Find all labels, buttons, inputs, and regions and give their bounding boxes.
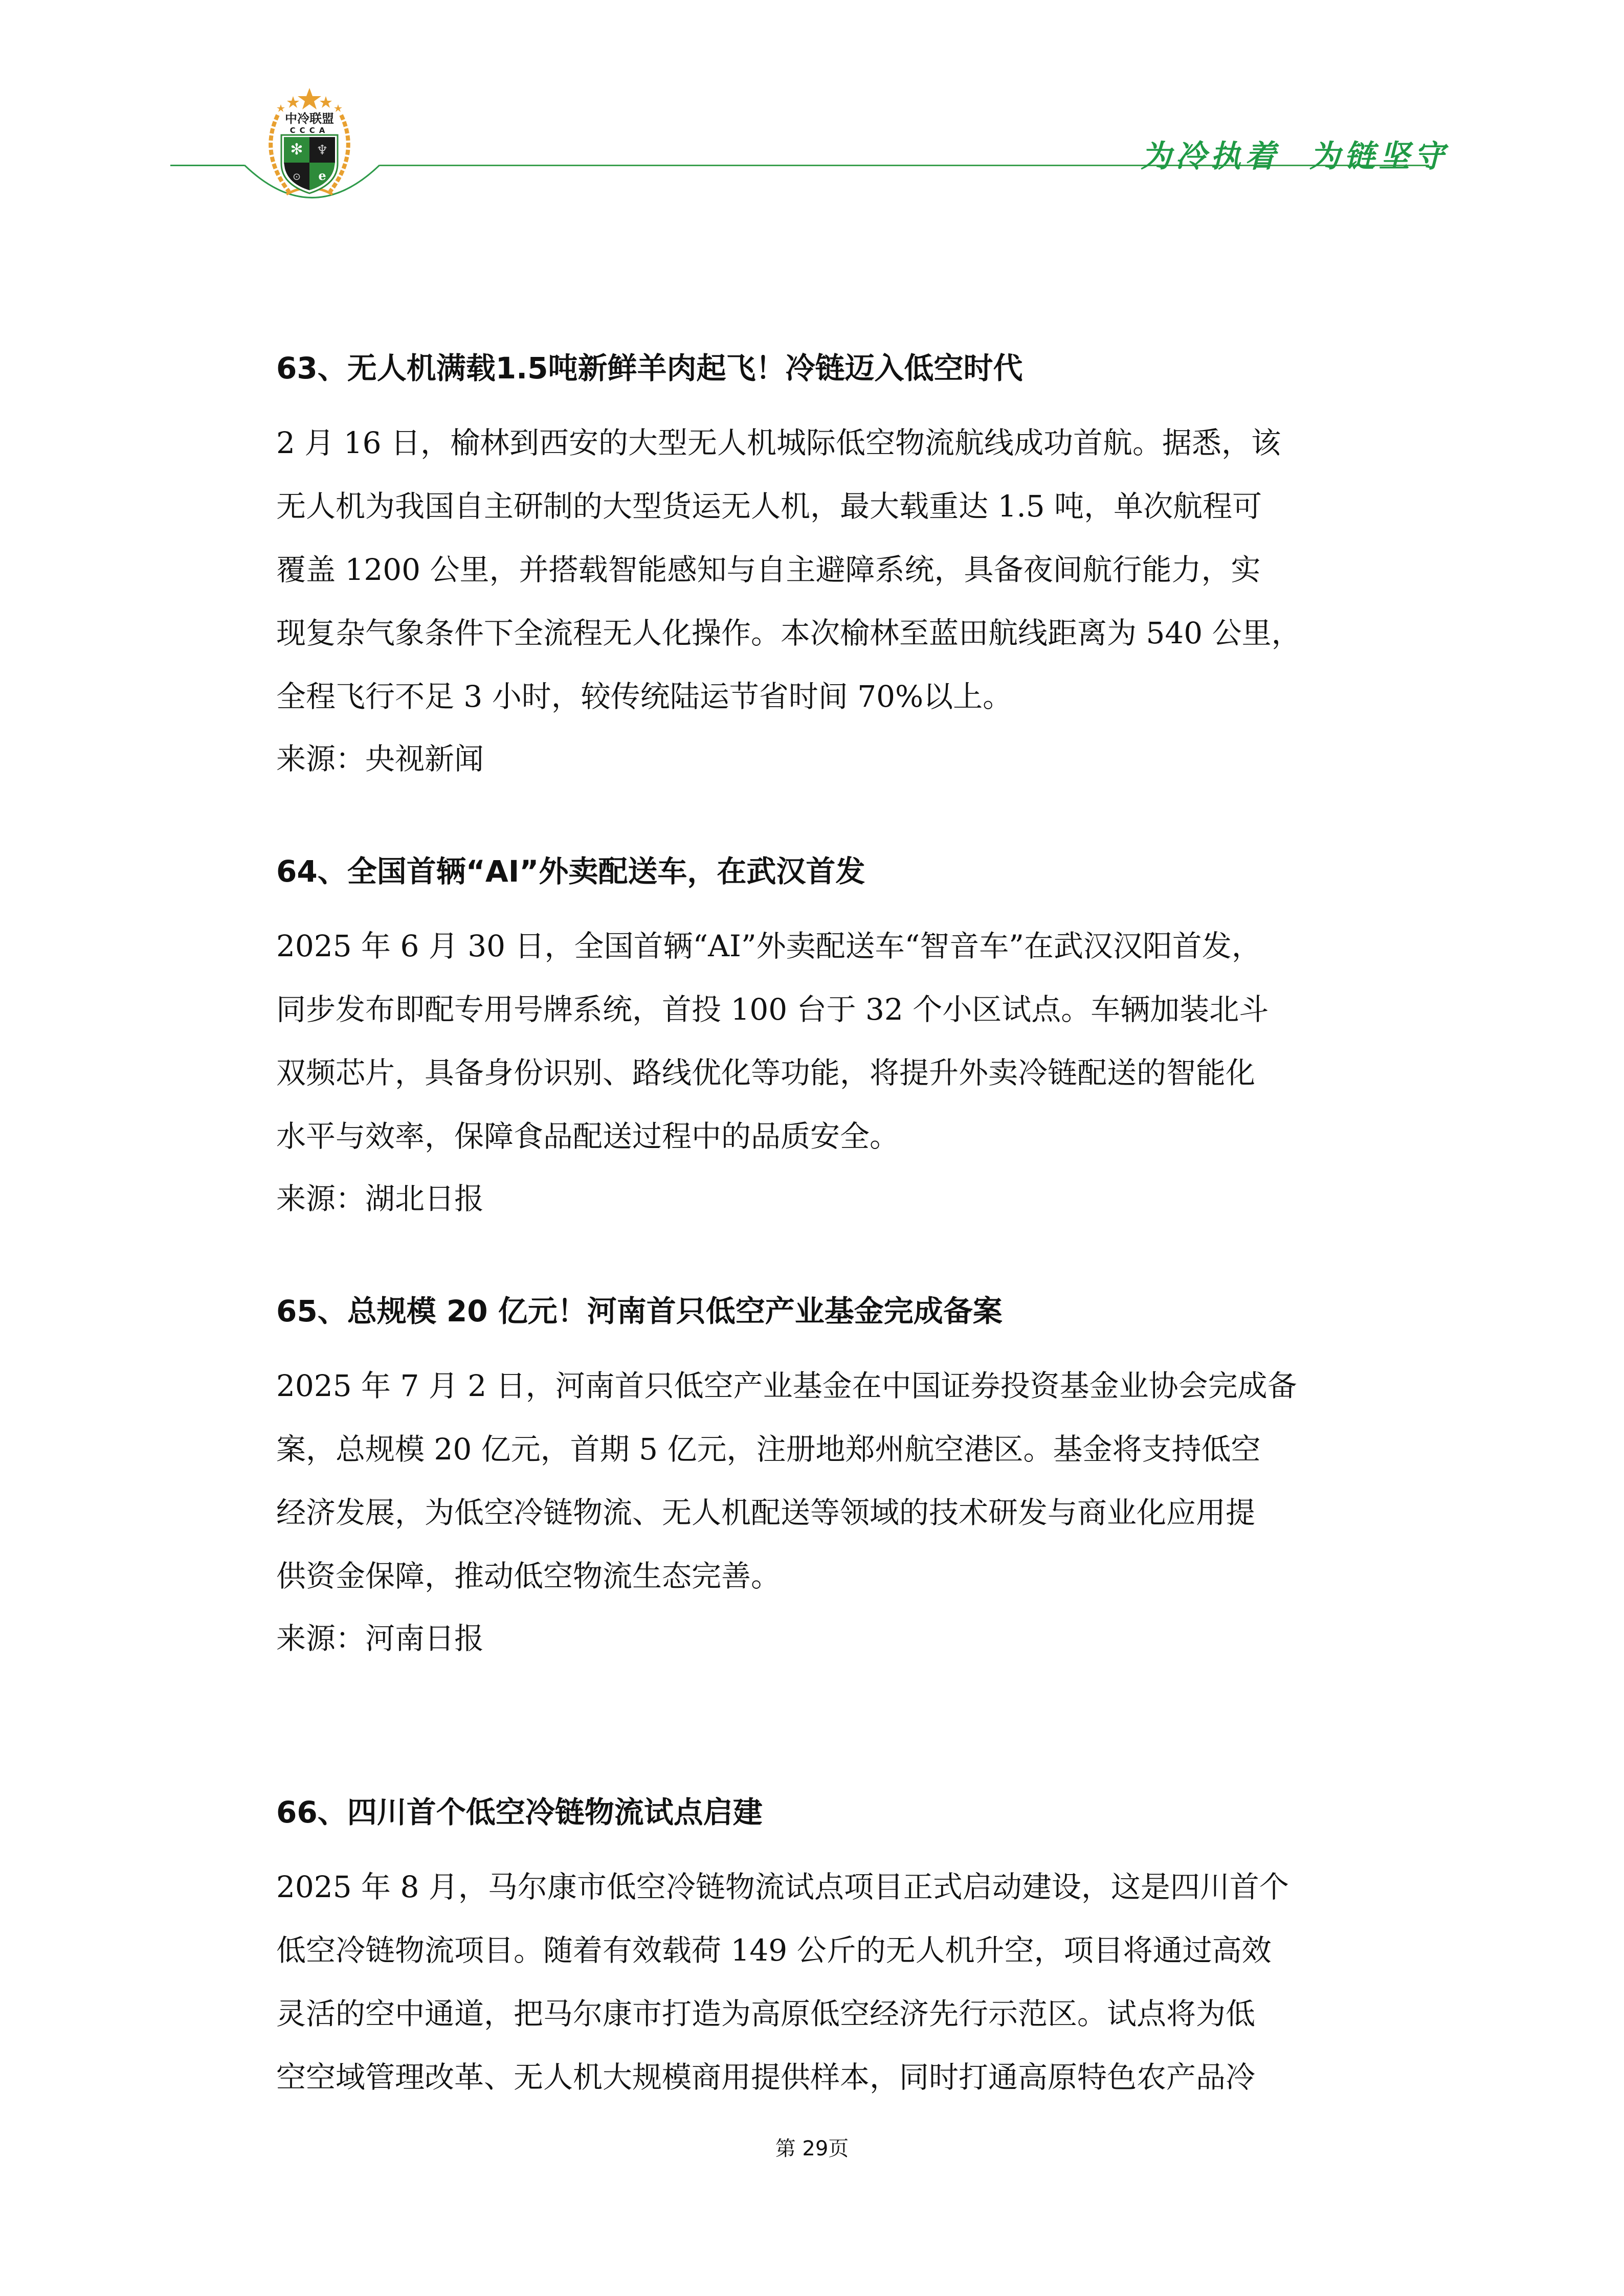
news-title: 64、全国首辆“AI”外卖配送车，在武汉首发: [276, 854, 865, 889]
paragraph-line: 2025 年 8 月，马尔康市低空冷链物流试点项目正式启动建设，这是四川首个: [276, 1870, 1289, 1904]
paragraph-line: 覆盖 1200 公里，并搭载智能感知与自主避障系统，具备夜间航行能力，实: [276, 552, 1261, 587]
svg-text:⊙: ⊙: [292, 170, 301, 183]
news-paragraph: [276, 914, 1361, 1168]
paragraph-line: 水平与效率，保障食品配送过程中的品质安全。: [276, 1119, 900, 1154]
news-title: 66、四川首个低空冷链物流试点启建: [276, 1795, 763, 1830]
header-motto: 为冷执着 为链坚守: [1141, 139, 1449, 174]
news-item-65: [276, 1291, 1361, 1659]
section-spacer: [276, 779, 1361, 851]
news-item-64: [276, 851, 1361, 1219]
news-item-63: [276, 348, 1361, 779]
paragraph-line: 经济发展，为低空冷链物流、无人机配送等领域的技术研发与商业化应用提: [276, 1495, 1256, 1530]
page-header: [0, 0, 1624, 215]
document-body: [276, 348, 1361, 2109]
news-title: 65、总规模 20 亿元！河南首只低空产业基金完成备案: [276, 1294, 1003, 1329]
paragraph-line: 灵活的空中通道，把马尔康市打造为高原低空经济先行示范区。试点将为低: [276, 1996, 1256, 2031]
paragraph-line: 2025 年 6 月 30 日，全国首辆“AI”外卖配送车“智音车”在武汉汉阳首发，: [276, 929, 1261, 963]
section-spacer: [276, 1219, 1361, 1291]
paragraph-line: 现复杂气象条件下全流程无人化操作。本次榆林至蓝田航线距离为 540 公里，: [276, 616, 1301, 650]
paragraph-line: 无人机为我国自主研制的大型货运无人机，最大载重达 1.5 吨，单次航程可: [276, 489, 1262, 524]
svg-text:CCCA: CCCA: [290, 126, 329, 135]
news-paragraph: [276, 1855, 1361, 2109]
news-source: 来源：湖北日报: [276, 1181, 484, 1216]
svg-text:中冷联盟: 中冷联盟: [285, 111, 334, 126]
paragraph-line: 空空域管理改革、无人机大规模商用提供样本，同时打通高原特色农产品冷: [276, 2060, 1256, 2095]
paragraph-line: 供资金保障，推动低空物流生态完善。: [276, 1559, 781, 1593]
svg-text:✻: ✻: [290, 141, 303, 159]
paragraph-line: 全程飞行不足 3 小时，较传统陆运节省时间 70%以上。: [276, 679, 1013, 714]
paragraph-line: 双频芯片，具备身份识别、路线优化等功能，将提升外卖冷链配送的智能化: [276, 1055, 1256, 1090]
news-paragraph: [276, 411, 1361, 728]
paragraph-line: 2 月 16 日，榆林到西安的大型无人机城际低空物流航线成功首航。据悉，该: [276, 425, 1281, 460]
news-source: 来源：河南日报: [276, 1621, 484, 1656]
paragraph-line: 案，总规模 20 亿元，首期 5 亿元，注册地郑州航空港区。基金将支持低空: [276, 1432, 1261, 1467]
header-divider-left: [170, 165, 244, 166]
svg-text:e: e: [318, 168, 326, 183]
news-paragraph: [276, 1354, 1361, 1608]
news-source: 来源：央视新闻: [276, 741, 484, 776]
section-spacer: [276, 1659, 1361, 1792]
news-title: 63、无人机满载1.5吨新鲜羊肉起飞！冷链迈入低空时代: [276, 351, 1023, 386]
news-item-66: [276, 1792, 1361, 2109]
svg-text:♆: ♆: [316, 143, 328, 158]
paragraph-line: 2025 年 7 月 2 日，河南首只低空产业基金在中国证券投资基金业协会完成备: [276, 1368, 1297, 1403]
page-number: 第 29页: [775, 2137, 849, 2160]
ccca-shield-logo-icon: [258, 87, 361, 205]
paragraph-line: 同步发布即配专用号牌系统，首投 100 台于 32 个小区试点。车辆加装北斗: [276, 992, 1269, 1027]
paragraph-line: 低空冷链物流项目。随着有效载荷 149 公斤的无人机升空，项目将通过高效: [276, 1933, 1272, 1968]
